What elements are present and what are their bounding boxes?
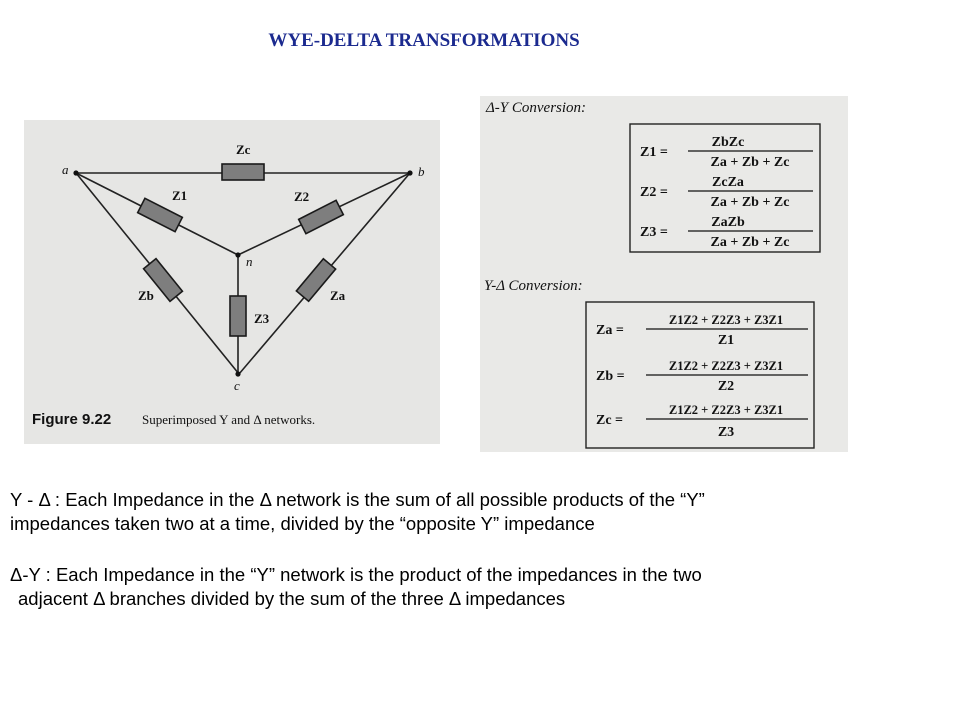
eq-z1-lhs: Z1 = — [640, 145, 668, 160]
label-za: Za — [330, 288, 346, 303]
impedance-zc — [222, 164, 264, 180]
formulas-panel — [480, 96, 848, 452]
eq-z2-num: ZcZa — [712, 175, 744, 190]
node-b-dot — [407, 170, 412, 175]
eq-zb-lhs: Zb = — [596, 369, 625, 384]
node-a-dot — [73, 170, 78, 175]
y-delta-rule-paragraph — [10, 488, 705, 536]
impedance-z1 — [138, 198, 183, 231]
eq-z1-den: Za + Zb + Zc — [710, 155, 790, 170]
label-z1: Z1 — [172, 188, 188, 203]
delta-y-heading: Δ-Y Conversion: — [486, 100, 587, 116]
impedance-z2 — [299, 200, 344, 233]
y-delta-heading: Y-Δ Conversion: — [484, 278, 583, 294]
eq-z2-lhs: Z2 = — [640, 185, 668, 200]
eq-z3-lhs: Z3 = — [640, 225, 668, 240]
eq-zc-num: Z1Z2 + Z2Z3 + Z3Z1 — [668, 403, 784, 417]
eq-za-den: Z1 — [717, 333, 735, 348]
impedance-z3 — [230, 296, 246, 336]
eq-z3-den: Za + Zb + Zc — [710, 235, 790, 250]
node-n-dot — [235, 252, 240, 257]
eq-zc-lhs: Zc = — [596, 413, 624, 428]
conversion-formulas-figure — [480, 96, 848, 452]
label-z2: Z2 — [294, 189, 310, 204]
eq-z2-den: Za + Zb + Zc — [710, 195, 790, 210]
eq-z1-num: ZbZc — [711, 135, 745, 150]
eq-z3-num: ZaZb — [711, 215, 745, 230]
label-zc: Zc — [236, 142, 251, 157]
label-z3: Z3 — [254, 311, 270, 326]
network-diagram — [24, 120, 440, 444]
delta-y-rule-line-1: Δ-Y : Each Impedance in the “Y” network is the product of the impedances in the two — [10, 564, 702, 585]
eq-zc-den: Z3 — [717, 425, 735, 440]
figure-caption: Superimposed Y and Δ networks. — [142, 412, 316, 427]
eq-zb-num: Z1Z2 + Z2Z3 + Z3Z1 — [668, 359, 784, 373]
node-c-dot — [235, 371, 240, 376]
y-delta-rule-line-1: Y - Δ : Each Impedance in the Δ network is the sum of all possible products of the “Y” — [10, 489, 705, 510]
y-delta-rule-line-2: impedances taken two at a time, divided by the “opposite Y” impedance — [10, 513, 595, 534]
page-title: WYE-DELTA TRANSFORMATIONS — [268, 30, 580, 51]
eq-za-num: Z1Z2 + Z2Z3 + Z3Z1 — [668, 313, 784, 327]
wye-delta-network-figure — [24, 120, 440, 444]
figure-number: Figure 9.22 — [32, 411, 112, 428]
eq-zb-den: Z2 — [717, 379, 735, 394]
label-zb: Zb — [138, 288, 154, 303]
node-b-label: b — [418, 164, 425, 179]
node-a-label: a — [62, 162, 69, 177]
node-c-label: c — [234, 378, 240, 393]
delta-y-rule-line-2: adjacent Δ branches divided by the sum of the three Δ impedances — [18, 588, 566, 609]
eq-za-lhs: Za = — [596, 323, 624, 338]
node-n-label: n — [246, 254, 253, 269]
delta-y-rule-paragraph — [10, 563, 702, 611]
